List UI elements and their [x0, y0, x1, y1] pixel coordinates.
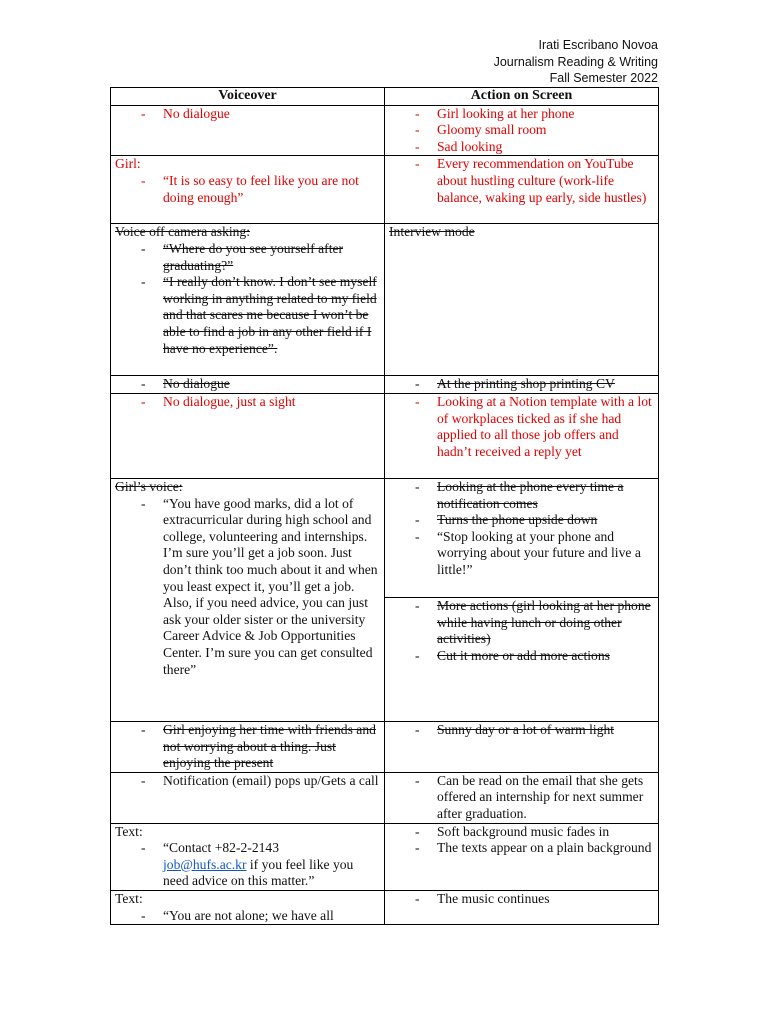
column-header-action: Action on Screen	[385, 88, 659, 106]
action-cell	[385, 823, 659, 890]
action-cell	[385, 721, 659, 772]
list-item: - “I really don’t know. I don’t see myself working in anything related to my field and that scares me because I won’t be able to find a job in any other field if I have no experience”.	[115, 274, 380, 357]
voiceover-cell	[111, 721, 385, 772]
table-row	[111, 376, 659, 394]
list-item: - Looking at the phone every time a notification comes	[389, 479, 654, 512]
speaker-label: Girl:	[115, 156, 141, 172]
list-item: - “You have good marks, did a lot of extracurricular during high school and college, volunteering and internships. I’m sure you’ll get a job soon. Just don’t think too much about it and when you least expect it, you’ll get a job. Also, if you need advice, you can just ask your older sister or the university Career Advice & Job Opportunities Center. I’m sure you can get consulted there”	[115, 496, 380, 679]
voiceover-cell	[111, 376, 385, 394]
action-cell	[385, 376, 659, 394]
list-item: - More actions (girl looking at her phone while having lunch or doing other activities)	[389, 598, 654, 648]
list-item: - The texts appear on a plain background	[389, 840, 654, 857]
list-item: - Every recommendation on YouTube about hustling culture (work-life balance, waking up early, side hustles)	[389, 156, 654, 206]
action-text: Interview mode	[389, 224, 475, 240]
list-item: - Can be read on the email that she gets offered an internship for next summer after graduation.	[389, 773, 654, 823]
table-header-row	[111, 88, 659, 106]
voiceover-cell	[111, 156, 385, 224]
action-cell	[385, 105, 659, 156]
table-row	[111, 393, 659, 478]
list-item: - No dialogue	[115, 106, 380, 123]
list-item: - Girl enjoying her time with friends and not worrying about a thing. Just enjoying the present	[115, 722, 380, 772]
list-item	[115, 840, 380, 890]
action-cell	[385, 224, 659, 376]
table-row	[111, 224, 659, 376]
voiceover-cell	[111, 224, 385, 376]
table-row	[111, 156, 659, 224]
list-item: - At the printing shop printing CV	[389, 376, 654, 393]
list-item: - No dialogue	[115, 376, 380, 393]
list-item: - Looking at a Notion template with a lot of workplaces ticked as if she had applied to all those job offers and hadn’t received a reply yet	[389, 394, 654, 460]
list-item: - “You are not alone; we have all	[115, 908, 380, 925]
voiceover-cell	[111, 393, 385, 478]
script-table	[110, 87, 659, 925]
column-header-voiceover: Voiceover	[111, 88, 385, 106]
voiceover-cell	[111, 105, 385, 156]
speaker-label: Girl’s voice:	[115, 478, 183, 494]
table-row	[111, 823, 659, 890]
list-item: - Soft background music fades in	[389, 824, 654, 841]
list-item: - Gloomy small room	[389, 122, 654, 139]
speaker-label: Voice off camera asking:	[115, 224, 251, 240]
email-link[interactable]: job@hufs.ac.kr	[163, 856, 247, 872]
table-row	[111, 105, 659, 156]
voiceover-cell	[111, 478, 385, 721]
table-row	[111, 721, 659, 772]
action-subcell	[385, 479, 658, 598]
action-cell	[385, 156, 659, 224]
voiceover-cell	[111, 772, 385, 823]
list-item: - Sad looking	[389, 139, 654, 156]
author-name: Irati Escribano Novoa	[538, 38, 658, 52]
text-label: Text:	[115, 890, 143, 906]
list-item: - No dialogue, just a sight	[115, 394, 380, 411]
list-item: - “Where do you see yourself after graduating?”	[115, 241, 380, 274]
list-item: - Turns the phone upside down	[389, 512, 654, 529]
voiceover-cell	[111, 890, 385, 924]
list-item: - Cut it more or add more actions	[389, 648, 654, 665]
contact-phone-text: “Contact +82-2-2143	[163, 840, 280, 856]
action-cell	[385, 478, 659, 721]
list-item: - Notification (email) pops up/Gets a call	[115, 773, 380, 790]
list-item: - Girl looking at her phone	[389, 106, 654, 123]
action-cell	[385, 772, 659, 823]
text-label: Text:	[115, 823, 143, 839]
document-header	[494, 37, 658, 87]
list-item: - “It is so easy to feel like you are not doing enough”	[115, 173, 380, 206]
list-item: - The music continues	[389, 891, 654, 908]
list-item: - Sunny day or a lot of warm light	[389, 722, 654, 739]
table-row	[111, 890, 659, 924]
contact-tail-text: if you feel like you need advice on this matter.”	[163, 856, 354, 889]
voiceover-cell	[111, 823, 385, 890]
action-cell	[385, 393, 659, 478]
action-cell	[385, 890, 659, 924]
list-item: - “Stop looking at your phone and worrying about your future and live a little!”	[389, 529, 654, 579]
table-row	[111, 772, 659, 823]
action-subcell	[385, 598, 658, 664]
semester: Fall Semester 2022	[549, 71, 658, 86]
table-row	[111, 478, 659, 721]
course-name: Journalism Reading & Writing	[493, 54, 658, 69]
